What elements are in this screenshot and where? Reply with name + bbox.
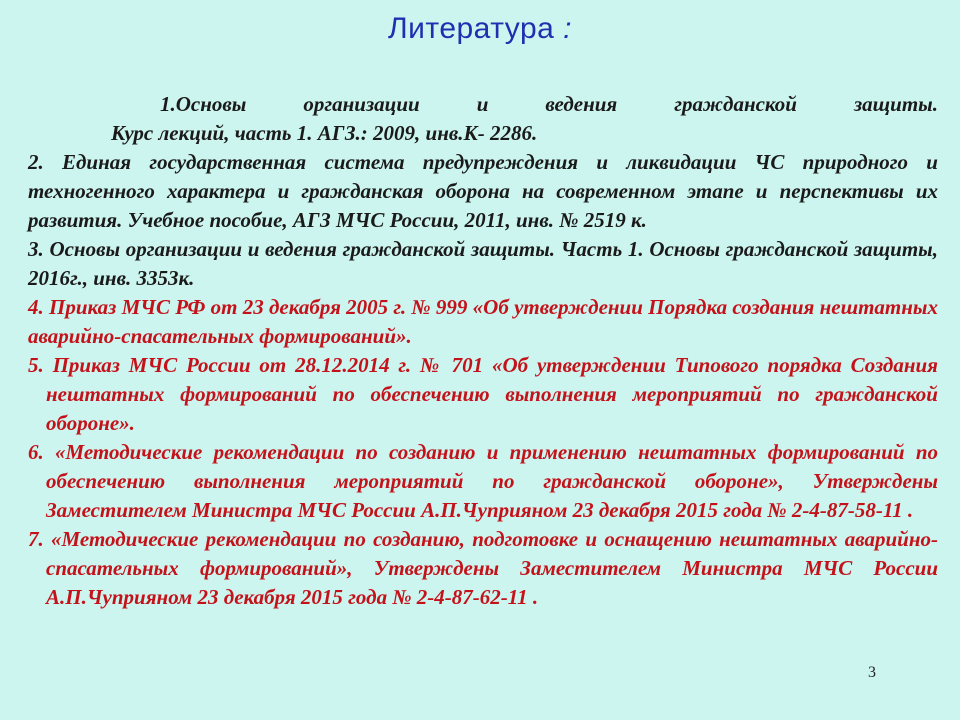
reference-1-line-2: Курс лекций, часть 1. АГЗ.: 2009, инв.К- 2286.	[111, 121, 538, 145]
slide-title-text: Литература	[387, 12, 555, 45]
reference-item-5: 5. Приказ МЧС России от 28.12.2014 г. № 701 «Об утверждении Типового порядка Создания нештатных формирований по обеспечению выполнения мероприятий по гражданской обороне».	[28, 353, 938, 435]
reference-item-4: 4. Приказ МЧС РФ от 23 декабря 2005 г. № 999 «Об утверждении Порядка создания нештатных аварийно-спасательных формирований».	[28, 295, 938, 348]
reference-list	[28, 90, 938, 612]
reference-item-3: 3. Основы организации и ведения гражданской защиты. Часть 1. Основы гражданской защиты, 2016г., инв. 3353к.	[28, 237, 938, 290]
slide-title-colon: :	[563, 12, 573, 45]
reference-item-7: 7. «Методические рекомендации по созданию, подготовке и оснащению нештатных аварийно-спасательных формирований», Утверждены Заместителем Министра МЧС России А.П.Чуприяном 23 декабря 2015 года № 2-4-87-62-11 .	[28, 527, 938, 609]
reference-1-line-1: 1.Основы организации и ведения гражданской защиты.	[160, 92, 938, 116]
reference-item-2: 2. Единая государственная система предупреждения и ликвидации ЧС природного и техногенного характера и гражданская оборона на современном этапе и перспективы их развития. Учебное пособие, АГЗ МЧС России, 2011, инв. № 2519 к.	[28, 150, 938, 232]
slide-title	[0, 12, 960, 46]
page-number: 3	[868, 664, 876, 681]
reference-item-6: 6. «Методические рекомендации по созданию и применению нештатных формирований по обеспечению выполнения мероприятий по гражданской обороне», Утверждены Заместителем Министра МЧС России А.П.Чуприяном 23 декабря 2015 года № 2-4-87-58-11 .	[28, 440, 938, 522]
reference-item-1	[28, 90, 938, 148]
